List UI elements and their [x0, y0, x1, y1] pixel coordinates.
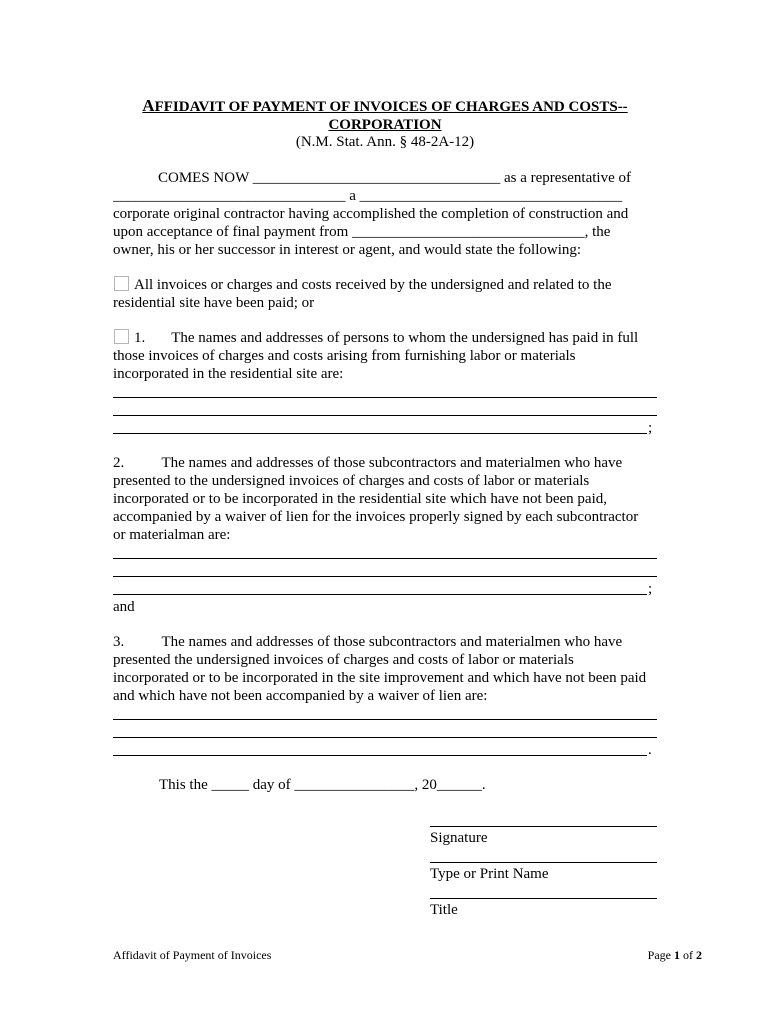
section-3-line-4: and which have not been accompanied by a waiver of lien are:	[113, 688, 488, 704]
section-3-line-3: incorporated or to be incorporated in the site improvement and which have not been paid	[113, 670, 647, 686]
section-2-line-4: accompanied by a waiver of lien for the invoices properly signed by each subcontractor	[113, 509, 639, 525]
intro-line-2: _______________________________ a ___________________________________	[113, 188, 623, 204]
section-1-blank-line[interactable]	[113, 415, 657, 416]
section-2-line-5: or materialman are:	[113, 527, 231, 543]
section-3-period: .	[648, 742, 652, 758]
intro-line-1: COMES NOW _________________________________ as a representative of	[113, 170, 631, 186]
section-2-blank-line[interactable]	[113, 594, 647, 595]
section-2-line-2: presented to the undersigned invoices of charges and costs of labor or materials	[113, 473, 590, 489]
document-title	[113, 97, 657, 134]
option-a-line-2: residential site have been paid; or	[113, 295, 315, 311]
statute-citation: (N.M. Stat. Ann. § 48-2A-12)	[295, 134, 475, 150]
title-first-letter: A	[142, 96, 155, 115]
section-3-blank-line[interactable]	[113, 755, 647, 756]
section-1-line-2: those invoices of charges and costs arising from furnishing labor or materials	[113, 348, 576, 364]
intro-line-4: upon acceptance of final payment from _______________________________, the	[113, 224, 611, 240]
section-2-line-1: 2. The names and addresses of those subcontractors and materialmen who have	[113, 455, 623, 471]
date-line: This the _____ day of ________________, 20______.	[159, 777, 486, 793]
signature-label: Signature	[430, 830, 488, 846]
section-3-blank-line[interactable]	[113, 719, 657, 720]
section-2-blank-line[interactable]	[113, 576, 657, 577]
section-1-blank-line[interactable]	[113, 433, 647, 434]
paid-in-full-checkbox[interactable]	[114, 329, 129, 344]
all-invoices-paid-checkbox[interactable]	[114, 276, 129, 291]
page-of: of	[680, 948, 696, 962]
footer-document-name: Affidavit of Payment of Invoices	[113, 948, 272, 962]
print-name-line[interactable]	[430, 862, 657, 863]
section-3-blank-line[interactable]	[113, 737, 657, 738]
page-current: 1	[674, 948, 680, 962]
section-3-line-2: presented the undersigned invoices of charges and costs of labor or materials	[113, 652, 574, 668]
section-1-blank-line[interactable]	[113, 397, 657, 398]
title-line-1: FFIDAVIT OF PAYMENT OF INVOICES OF CHARGES AND COSTS--	[154, 99, 628, 115]
option-a-line-1: All invoices or charges and costs received by the undersigned and related to the	[134, 277, 612, 293]
title-line-2: CORPORATION	[328, 117, 442, 133]
title-label: Title	[430, 902, 458, 918]
intro-line-5: owner, his or her successor in interest or agent, and would state the following:	[113, 242, 582, 258]
section-1-semicolon: ;	[648, 420, 653, 436]
section-3-line-1: 3. The names and addresses of those subcontractors and materialmen who have	[113, 634, 623, 650]
section-2-semicolon: ;	[648, 581, 653, 597]
section-1-line-3: incorporated in the residential site are:	[113, 366, 344, 382]
page-prefix: Page	[647, 948, 674, 962]
page-number	[648, 948, 702, 963]
print-name-label: Type or Print Name	[430, 866, 549, 882]
page-total: 2	[696, 948, 702, 962]
title-line[interactable]	[430, 898, 657, 899]
section-2-line-3: incorporated or to be incorporated in the residential site which have not been paid,	[113, 491, 607, 507]
section-1-line-1: 1. The names and addresses of persons to whom the undersigned has paid in full	[134, 330, 639, 346]
section-2-and: and	[113, 599, 135, 615]
intro-line-3: corporate original contractor having accomplished the completion of construction and	[113, 206, 629, 222]
signature-line[interactable]	[430, 826, 657, 827]
section-2-blank-line[interactable]	[113, 558, 657, 559]
